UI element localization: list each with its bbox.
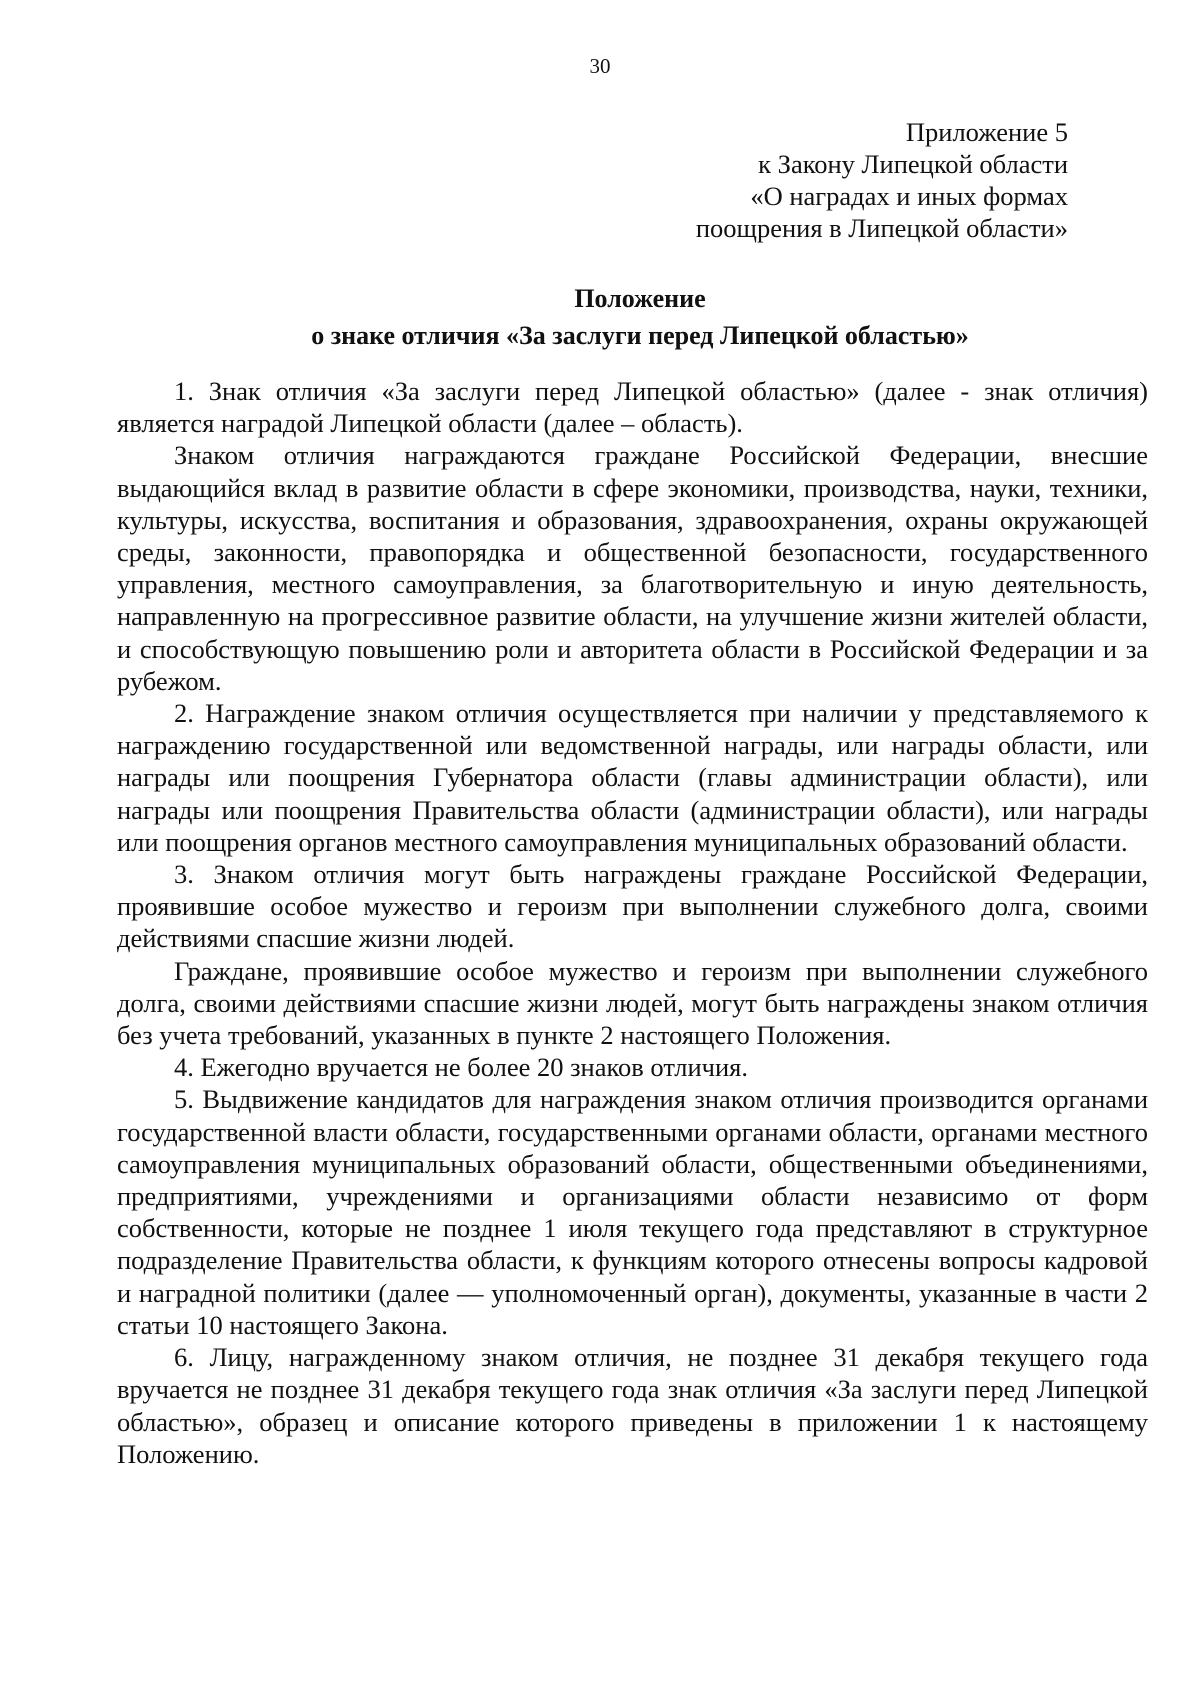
paragraph-2: 2. Награждение знаком отличия осуществляется при наличии у представляемого к награждению государственной или ведомственной награды, или награды области, или награды или поощрения Губернатора области (главы администрации области), или награды или поощрения Правительства области (администрации области), или награды или поощрения органов местного самоуправления муниципальных образований области.: [117, 698, 1148, 857]
appendix-line: к Закону Липецкой области: [758, 149, 1068, 179]
page-number: 30: [589, 54, 611, 78]
appendix-header: [696, 116, 1068, 244]
appendix-line: «О наградах и иных формах: [750, 181, 1068, 211]
document-body: [117, 375, 1148, 1470]
paragraph-6: 6. Лицу, награжденному знаком отличия, не позднее 31 декабря текущего года вручается не позднее 31 декабря текущего года знак отличия «За заслуги перед Липецкой областью», образец и описание которого приведены в приложении 1 к настоящему Положению.: [117, 1342, 1148, 1469]
paragraph-1-continuation: Знаком отличия награждаются граждане Российской Федерации, внесшие выдающийся вклад в развитие области в сфере экономики, производства, науки, техники, культуры, искусства, воспитания и образования, здравоохранения, охраны окружающей среды, законности, правопорядка и общественной безопасности, государственного управления, местного самоуправления, за благотворительную и иную деятельность, направленную на прогрессивное развитие области, на улучшение жизни жителей области, и способствующую повышению роли и авторитета области в Российской Федерации и за рубежом.: [117, 440, 1148, 696]
appendix-line: поощрения в Липецкой области»: [695, 213, 1068, 243]
paragraph-1: 1. Знак отличия «За заслуги перед Липецкой областью» (далее - знак отличия) является наградой Липецкой области (далее – область).: [117, 376, 1148, 439]
paragraph-3: 3. Знаком отличия могут быть награждены граждане Российской Федерации, проявившие особое мужество и героизм при выполнении служебного долга, своими действиями спасшие жизни людей.: [117, 859, 1148, 954]
document-title: [0, 280, 1200, 354]
paragraph-4: 4. Ежегодно вручается не более 20 знаков отличия.: [174, 1052, 748, 1083]
title-line: Положение: [574, 284, 706, 313]
appendix-line: Приложение 5: [905, 117, 1068, 147]
paragraph-3-continuation: Граждане, проявившие особое мужество и героизм при выполнении служебного долга, своими действиями спасшие жизни людей, могут быть награждены знаком отличия без учета требований, указанных в пункте 2 настоящего Положения.: [117, 955, 1148, 1051]
paragraph-5: 5. Выдвижение кандидатов для награждения знаком отличия производится органами государственной власти области, государственными органами области, органами местного самоуправления муниципальных образований области, общественными объединениями, предприятиями, учреждениями и организациями области независимо от форм собственности, которые не позднее 1 июля текущего года представляют в структурное подразделение Правительства области, к функциям которого отнесены вопросы кадровой и наградной политики (далее — уполномоченный орган), документы, указанные в части 2 статьи 10 настоящего Закона.: [117, 1084, 1148, 1340]
title-line: о знаке отличия «За заслуги перед Липецкой областью»: [311, 321, 969, 350]
